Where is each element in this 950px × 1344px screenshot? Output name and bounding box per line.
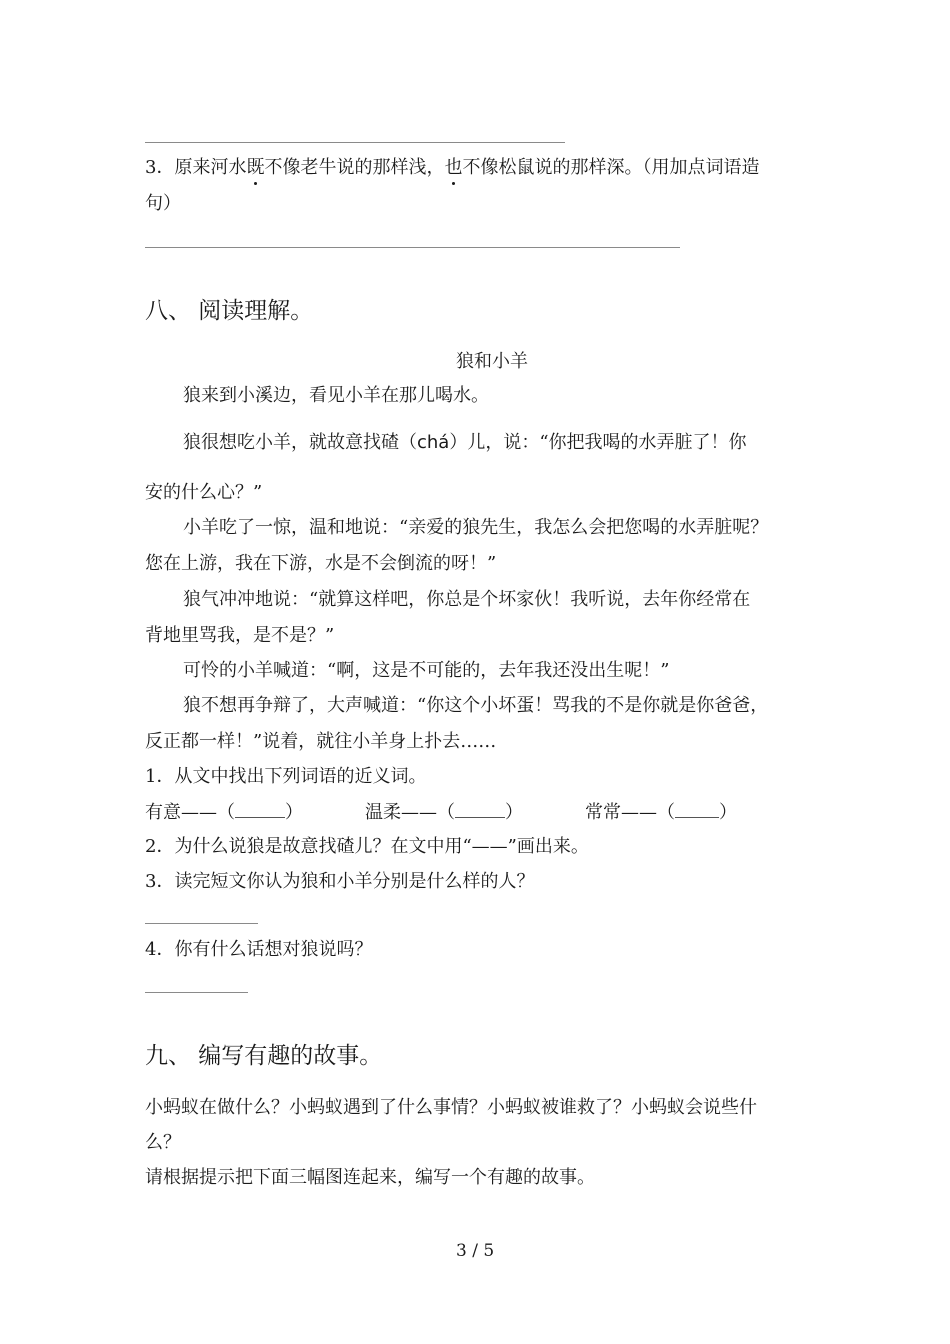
story-paragraph-4-cont: 背地里骂我，是不是？” [145,625,335,646]
synonym-label-2: 温柔——（ [365,802,455,823]
synonym-label-1: 有意——（ [145,802,235,823]
q3-mid: 不像老牛说的那样浅， [264,157,445,178]
dotted-word-ji: 既 [246,157,265,178]
synonym-item-2 [365,799,523,825]
story-paragraph-5: 可怜的小羊喊道：“啊，这是不可能的，去年我还没出生呢！” [183,660,670,681]
q3-suffix: 不像松鼠说的那样深。（用加点词语造 [462,157,760,178]
story-paragraph-3-cont: 您在上游，我在下游，水是不会倒流的呀！” [145,553,497,574]
story-prompt-line-3: 请根据提示把下面三幅图连起来，编写一个有趣的故事。 [145,1167,595,1188]
answer-line[interactable] [145,992,248,993]
reading-question-3: 3．读完短文你认为狼和小羊分别是什么样的人？ [145,871,535,892]
sentence-question-3-cont: 句） [145,193,181,214]
page-number: 3 / 5 [456,1241,495,1261]
synonym-label-3: 常常——（ [585,802,675,823]
answer-line [145,142,565,143]
p2-text-a: 狼很想吃小羊，就故意找碴（ [183,432,417,453]
section-heading-reading: 八、 阅读理解。 [145,298,314,324]
synonym-blank-3[interactable] [675,799,719,818]
synonym-item-1 [145,799,303,825]
story-paragraph-6: 狼不想再争辩了，大声喊道：“你这个小坏蛋！骂我的不是你就是你爸爸， [183,695,769,716]
story-prompt-line-1: 小蚂蚁在做什么？小蚂蚁遇到了什么事情？小蚂蚁被谁救了？小蚂蚁会说些什 [145,1097,757,1118]
p2-text-b: ）儿，说：“你把我喝的水弄脏了！你 [449,432,747,453]
synonym-blank-1[interactable] [235,799,285,818]
reading-question-1: 1．从文中找出下列词语的近义词。 [145,766,427,787]
story-prompt-line-2: 么？ [145,1132,181,1153]
sentence-question-3 [145,156,759,180]
pinyin-cha: chá [417,432,450,453]
synonym-blank-2[interactable] [455,799,505,818]
answer-line[interactable] [145,923,258,924]
synonym-item-3 [585,799,737,825]
story-paragraph-6-cont: 反正都一样！”说着，就往小羊身上扑去…… [145,731,497,752]
story-title: 狼和小羊 [456,351,528,372]
close-paren: ） [505,802,523,823]
reading-question-4: 4．你有什么话想对狼说吗？ [145,939,373,960]
story-paragraph-2-cont: 安的什么心？” [145,482,263,503]
close-paren: ） [719,802,737,823]
story-paragraph-2 [183,431,747,455]
q3-prefix: 3．原来河水 [145,157,247,178]
reading-question-2: 2．为什么说狼是故意找碴儿？在文中用“——”画出来。 [145,836,589,857]
story-paragraph-4: 狼气冲冲地说：“就算这样吧，你总是个坏家伙！我听说，去年你经常在 [183,589,751,610]
story-paragraph-3: 小羊吃了一惊，温和地说：“亲爱的狼先生，我怎么会把您喝的水弄脏呢？ [183,517,769,538]
dotted-word-ye: 也 [444,157,463,178]
story-paragraph-1: 狼来到小溪边，看见小羊在那儿喝水。 [183,385,489,406]
close-paren: ） [285,802,303,823]
answer-line [145,247,680,248]
section-heading-story: 九、 编写有趣的故事。 [145,1043,383,1069]
